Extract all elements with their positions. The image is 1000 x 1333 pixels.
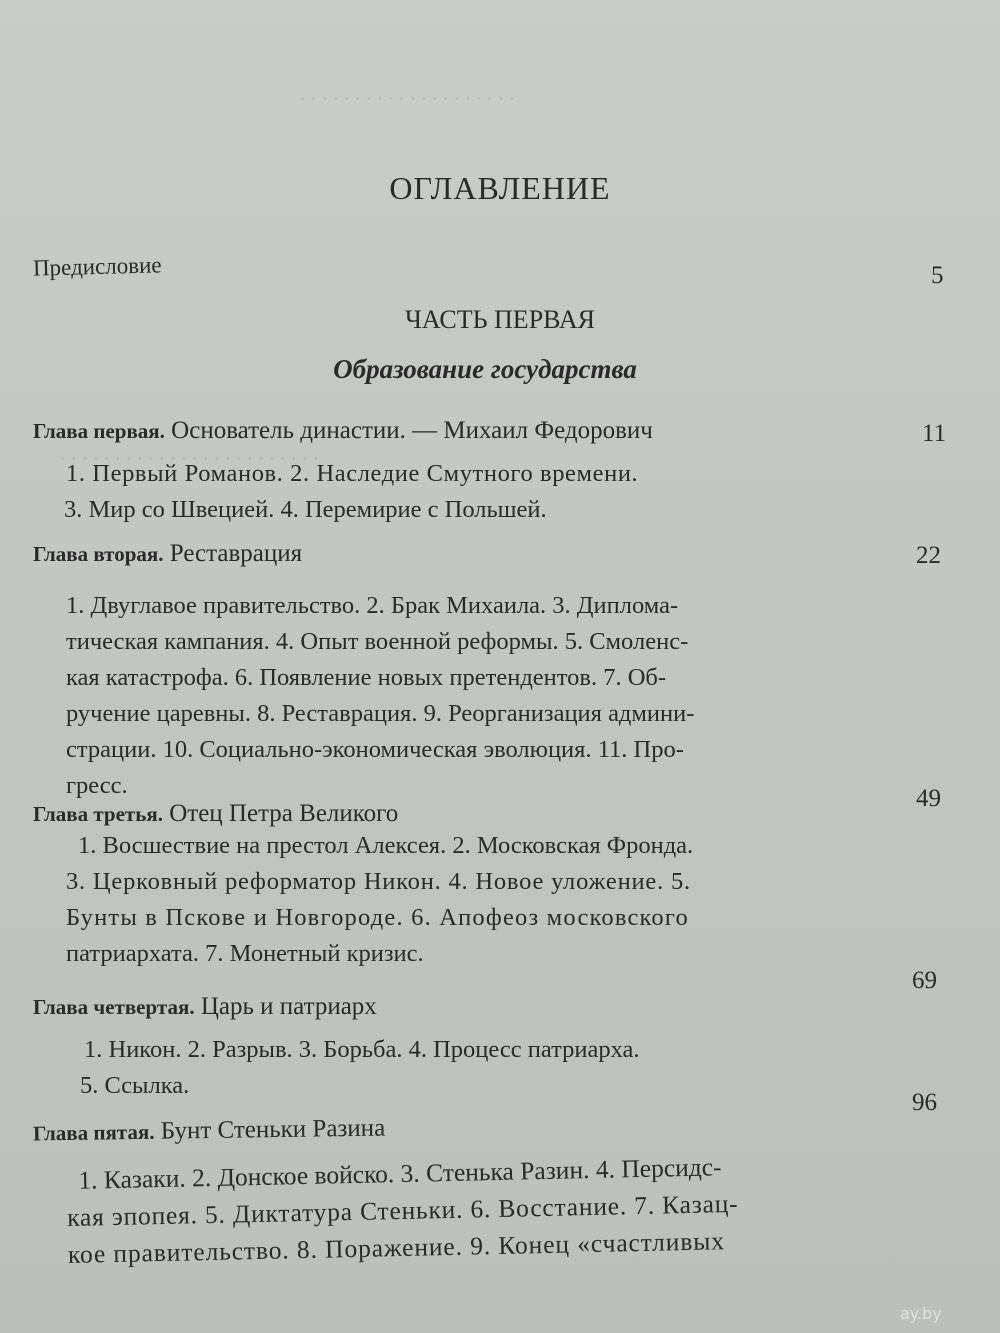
chapter-page-number: 22	[916, 542, 941, 569]
chapter-heading	[33, 993, 377, 1021]
part-subtitle: Образование государства	[333, 354, 637, 384]
chapter-label: Глава четвертая.	[33, 995, 195, 1019]
chapter-label: Глава третья.	[33, 802, 163, 826]
chapter-page-number: 49	[916, 785, 941, 812]
description-line: патриархата. 7. Монетный кризис.	[66, 940, 424, 967]
description-line: 1. Восшествие на престол Алексея. 2. Московская Фронда.	[78, 832, 694, 859]
chapter-title: Отец Петра Великого	[169, 800, 399, 827]
chapter-heading	[33, 1115, 386, 1148]
chapter-title: Бунт Стеньки Разина	[160, 1114, 386, 1145]
description-line: 3. Церковный реформатор Никон. 4. Новое уложение. 5.	[66, 868, 691, 895]
description-line: кая эпопея. 5. Диктатура Стеньки. 6. Восстание. 7. Казац-	[66, 1188, 739, 1232]
chapter-label: Глава вторая.	[33, 542, 164, 566]
preface-page-number: 5	[931, 262, 944, 289]
chapter-title: Основатель династии. — Михаил Федорович	[171, 417, 653, 444]
page-title: ОГЛАВЛЕНИЕ	[389, 170, 611, 206]
chapter-title: Царь и патриарх	[200, 993, 377, 1020]
chapter-page-number: 11	[922, 420, 947, 447]
chapter-label: Глава пятая.	[32, 1119, 155, 1146]
description-line: 1. Никон. 2. Разрыв. 3. Борьба. 4. Процесс патриарха.	[84, 1036, 640, 1063]
description-line: Бунты в Пскове и Новгороде. 6. Апофеоз московского	[66, 904, 689, 931]
chapter-page-number: 69	[912, 967, 937, 994]
show-through-text: . . . . . . . . . . . . . . . . . . . . . . . .	[60, 440, 319, 465]
description-line: ручение царевны. 8. Реставрация. 9. Реорганизация админи-	[66, 700, 695, 727]
chapter-description	[80, 1032, 640, 1104]
chapter-description	[66, 828, 693, 972]
description-line: кое правительство. 8. Поражение. 9. Конец «счастливых	[67, 1226, 726, 1269]
chapter-heading	[33, 540, 302, 568]
chapter-heading	[33, 800, 398, 828]
description-line: тическая кампания. 4. Опыт военной реформы. 5. Смоленс-	[66, 628, 689, 655]
chapter-description	[66, 588, 694, 804]
description-line: кая катастрофа. 6. Появление новых претендентов. 7. Об-	[66, 664, 667, 691]
description-line: 1. Казаки. 2. Донское войско. 3. Стенька Разин. 4. Персидс-	[78, 1152, 722, 1195]
part-title: ЧАСТЬ ПЕРВАЯ	[405, 305, 595, 334]
description-line: 3. Мир со Швецией. 4. Перемирие с Польшей.	[64, 496, 547, 523]
chapter-description	[66, 1148, 740, 1273]
description-line: 1. Первый Романов. 2. Наследие Смутного времени.	[66, 460, 639, 487]
chapter-description	[66, 456, 638, 528]
show-through-text: . . . . . . . . . . . . . . . . . . . .	[300, 80, 515, 105]
watermark: ay.by	[900, 1304, 942, 1323]
description-line: 1. Двуглавое правительство. 2. Брак Михаила. 3. Диплома-	[66, 592, 679, 619]
description-line: 5. Ссылка.	[80, 1072, 190, 1099]
description-line: гресс.	[66, 772, 128, 799]
chapter-label: Глава первая.	[33, 419, 165, 443]
chapter-title: Реставрация	[169, 540, 303, 567]
chapter-heading	[33, 417, 653, 445]
preface-label: Предисловие	[32, 252, 162, 281]
description-line: страции. 10. Социально-экономическая эволюция. 11. Про-	[66, 736, 684, 763]
chapter-page-number: 96	[912, 1089, 937, 1116]
